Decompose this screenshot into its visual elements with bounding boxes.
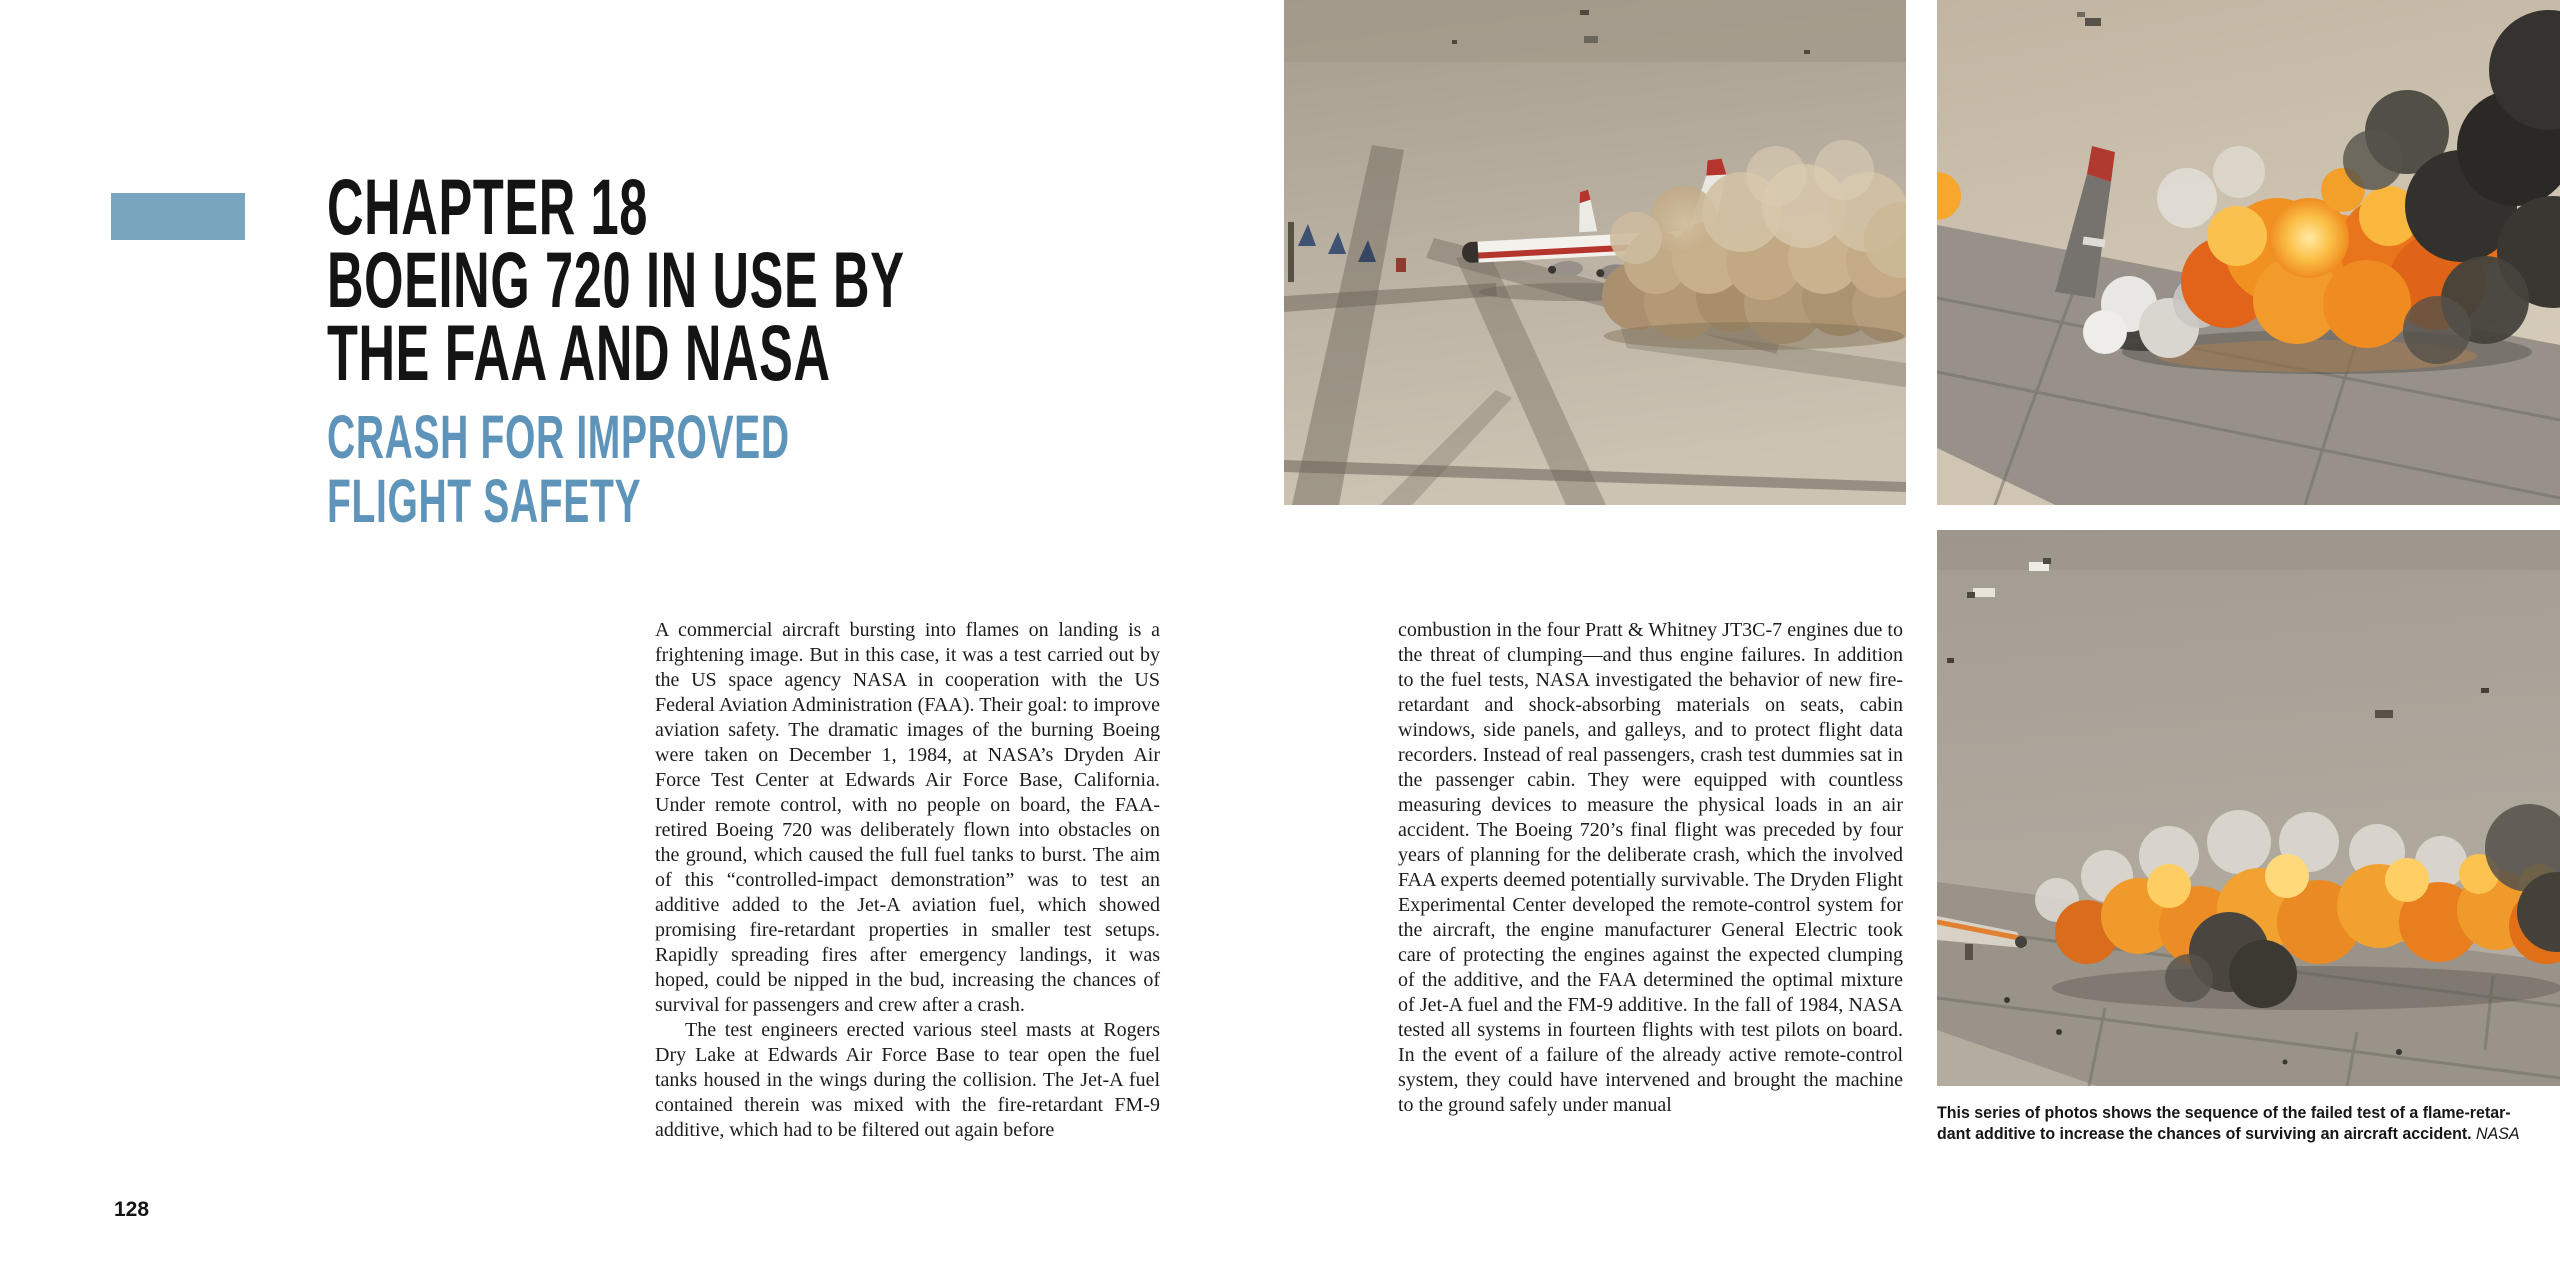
- chapter-subtitle: [327, 405, 1229, 533]
- chapter-subtitle-text-1: CRASH FOR IMPROVED: [327, 403, 790, 471]
- body-text-column-2: [1398, 618, 1903, 1118]
- chapter-number-text: CHAPTER 18: [327, 162, 649, 251]
- chapter-subtitle-line-2: [327, 469, 1229, 533]
- photo-fireball-eruption: [1937, 0, 2560, 505]
- chapter-number-line: [327, 162, 1229, 251]
- chapter-subtitle-text-2: FLIGHT SAFETY: [327, 467, 642, 535]
- photo-caption-line-1: This series of photos shows the sequence of the failed test of a flame-retar-: [1937, 1103, 2511, 1122]
- body-paragraph-3: combustion in the four Pratt & Whitney JT3C-7 engines due to the threat of clumping—and thus engine failures. In addition to the fuel tests, NASA investigated the behavior of new fire-retardant and shock-absorbing materials on seats, cabin windows, side panels, and galleys, and to protect flight data recorders. Instead of real passengers, crash test dummies sat in the passenger cabin. They were equipped with countless measuring devices to measure the physical loads in an air accident. The Boeing 720’s final flight was preceded by four years of planning for the deliberate crash, which the involved FAA experts deemed potentially survivable. The Dryden Flight Experimental Center developed the remote-control system for the aircraft, the engine manufacturer General Electric took care of protecting the engines against the expected clumping of the additive, and the FAA determined the optimal mixture of Jet-A fuel and the FM-9 additive. In the fall of 1984, NASA tested all systems in fourteen flights with test pilots on board. In the event of a failure of the already active remote-control system, they could have intervened and brought the machine to the ground safely under manual: [1398, 619, 1903, 1116]
- photo-caption: [1937, 1102, 2557, 1144]
- body-paragraph-2: The test engineers erected various steel masts at Rogers Dry Lake at Edwards Air Force Base to tear open the fuel tanks housed in the wings during the collision. The Jet-A fuel contained therein was mixed with the fire-retardant FM-9 additive, which had to be filtered out again before: [655, 1019, 1160, 1141]
- chapter-subtitle-line-1: [327, 405, 1229, 469]
- chapter-title-line-1: [327, 235, 1229, 324]
- chapter-title-line-2: [327, 308, 1229, 397]
- chapter-heading: [327, 162, 1229, 535]
- chapter-title-text-1: BOEING 720 IN USE BY: [327, 235, 905, 324]
- photo-caption-line-2: [1937, 1123, 2520, 1144]
- page-number: 128: [114, 1198, 150, 1221]
- photo-belly-slide: [1284, 0, 1906, 505]
- photo-caption-text: dant additive to increase the chances of surviving an aircraft accident.: [1937, 1124, 2477, 1143]
- photo-caption-credit: NASA: [2476, 1124, 2520, 1143]
- chapter-accent-bar: [111, 193, 245, 240]
- body-text-column-1: [655, 618, 1160, 1143]
- photo-burning-wreck: [1937, 530, 2560, 1086]
- body-paragraph-1: A commercial aircraft bursting into flames on landing is a frightening image. But in this case, it was a test carried out by the US space agency NASA in cooperation with the US Federal Aviation Administration (FAA). Their goal: to improve aviation safety. The dramatic images of the burning Boeing were taken on December 1, 1984, at NASA’s Dryden Air Force Test Center at Edwards Air Force Base, California. Under remote control, with no people on board, the FAA-retired Boeing 720 was deliberately flown into obstacles on the ground, which caused the full fuel tanks to burst. The aim of this “controlled-impact demonstration” was to test an additive added to the Jet-A aviation fuel, which showed promising fire-retardant properties in smaller test setups. Rapidly spreading fires after emergency landings, it was hoped, could be nipped in the bud, increasing the chances of survival for passengers and crew after a crash.: [655, 619, 1160, 1016]
- chapter-title-text-2: THE FAA AND NASA: [327, 308, 831, 397]
